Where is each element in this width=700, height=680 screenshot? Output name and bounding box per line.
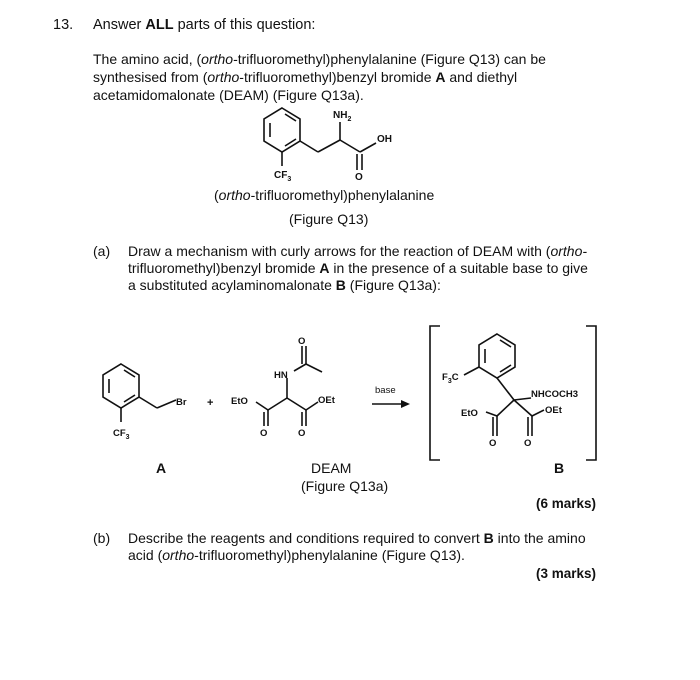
heading-text: Answer xyxy=(93,17,146,33)
deam-structure xyxy=(256,346,322,426)
figure-q13-caption: (Figure Q13) xyxy=(289,211,369,227)
compound-a-structure xyxy=(103,364,176,422)
phenylalanine-structure xyxy=(264,108,376,170)
part-a-line-1: Draw a mechanism with curly arrows for the reaction of DEAM with (ortho- xyxy=(128,243,588,259)
intro-line-1: The amino acid, (ortho-trifluoromethyl)phenylalanine (Figure Q13) can be xyxy=(93,51,546,67)
b-ethoxy-label: EtO xyxy=(461,408,478,419)
deam-ester-oxygen-2: O xyxy=(298,428,306,439)
compound-b-label: B xyxy=(554,460,565,476)
part-a-text xyxy=(128,243,628,294)
ethoxy-right-label: OEt xyxy=(318,395,335,406)
question-number: 13. xyxy=(53,17,74,33)
b-ethoxy-right-label: OEt xyxy=(545,405,562,416)
part-b-label: (b) xyxy=(93,530,111,546)
part-b-line-1: Describe the reagents and conditions required to convert B into the amino xyxy=(128,530,586,546)
carbonyl-oxygen-label: O xyxy=(355,172,363,183)
part-a-line-3: a substituted acylaminomalonate B (Figure Q13a): xyxy=(128,277,441,293)
a-cf3-label: $CF_3$ xyxy=(113,428,130,441)
ethoxy-left-label: EtO xyxy=(231,396,248,407)
intro-line-3: acetamidomalonate (DEAM) (Figure Q13a). xyxy=(93,87,364,103)
plus-sign: + xyxy=(207,397,214,409)
b-oxygen-2: O xyxy=(524,438,532,449)
compound-b-structure xyxy=(464,334,544,436)
b-cf3-label: $F_3C$ xyxy=(442,372,459,385)
deam-ester-oxygen-1: O xyxy=(260,428,268,439)
intro-line-2: synthesised from (ortho-trifluoromethyl)benzyl bromide A and diethyl xyxy=(93,69,518,85)
figure-q13-name: (ortho-trifluoromethyl)phenylalanine xyxy=(214,187,435,203)
cf3-label: $CF_3$ xyxy=(274,170,292,183)
compound-a-label: A xyxy=(156,460,167,476)
base-reagent-label: base xyxy=(375,385,396,396)
deam-carbonyl-oxygen: O xyxy=(298,336,306,347)
deam-label: DEAM xyxy=(311,460,352,476)
b-oxygen-1: O xyxy=(489,438,497,449)
part-a-marks: (6 marks) xyxy=(536,496,597,511)
figure-q13a-caption: (Figure Q13a) xyxy=(301,478,389,494)
hydroxyl-label: OH xyxy=(377,134,392,145)
reaction-arrow xyxy=(372,400,410,408)
part-b-line-2: acid (ortho-trifluoromethyl)phenylalanine (Figure Q13). xyxy=(128,547,465,563)
bromide-label: Br xyxy=(176,397,187,408)
heading-bold: ALL xyxy=(145,17,174,33)
amine-label: $NH_2$ xyxy=(333,110,352,123)
heading-text-end: parts of this question: xyxy=(173,17,316,33)
part-a-line-2: trifluoromethyl)benzyl bromide A in the presence of a suitable base to give xyxy=(128,260,588,276)
part-b-marks: (3 marks) xyxy=(536,566,597,581)
part-a-label: (a) xyxy=(93,243,111,259)
part-b-text xyxy=(128,530,628,564)
b-acetamido-label: NHCOCH3 xyxy=(531,389,578,400)
hn-label: HN xyxy=(274,370,288,381)
